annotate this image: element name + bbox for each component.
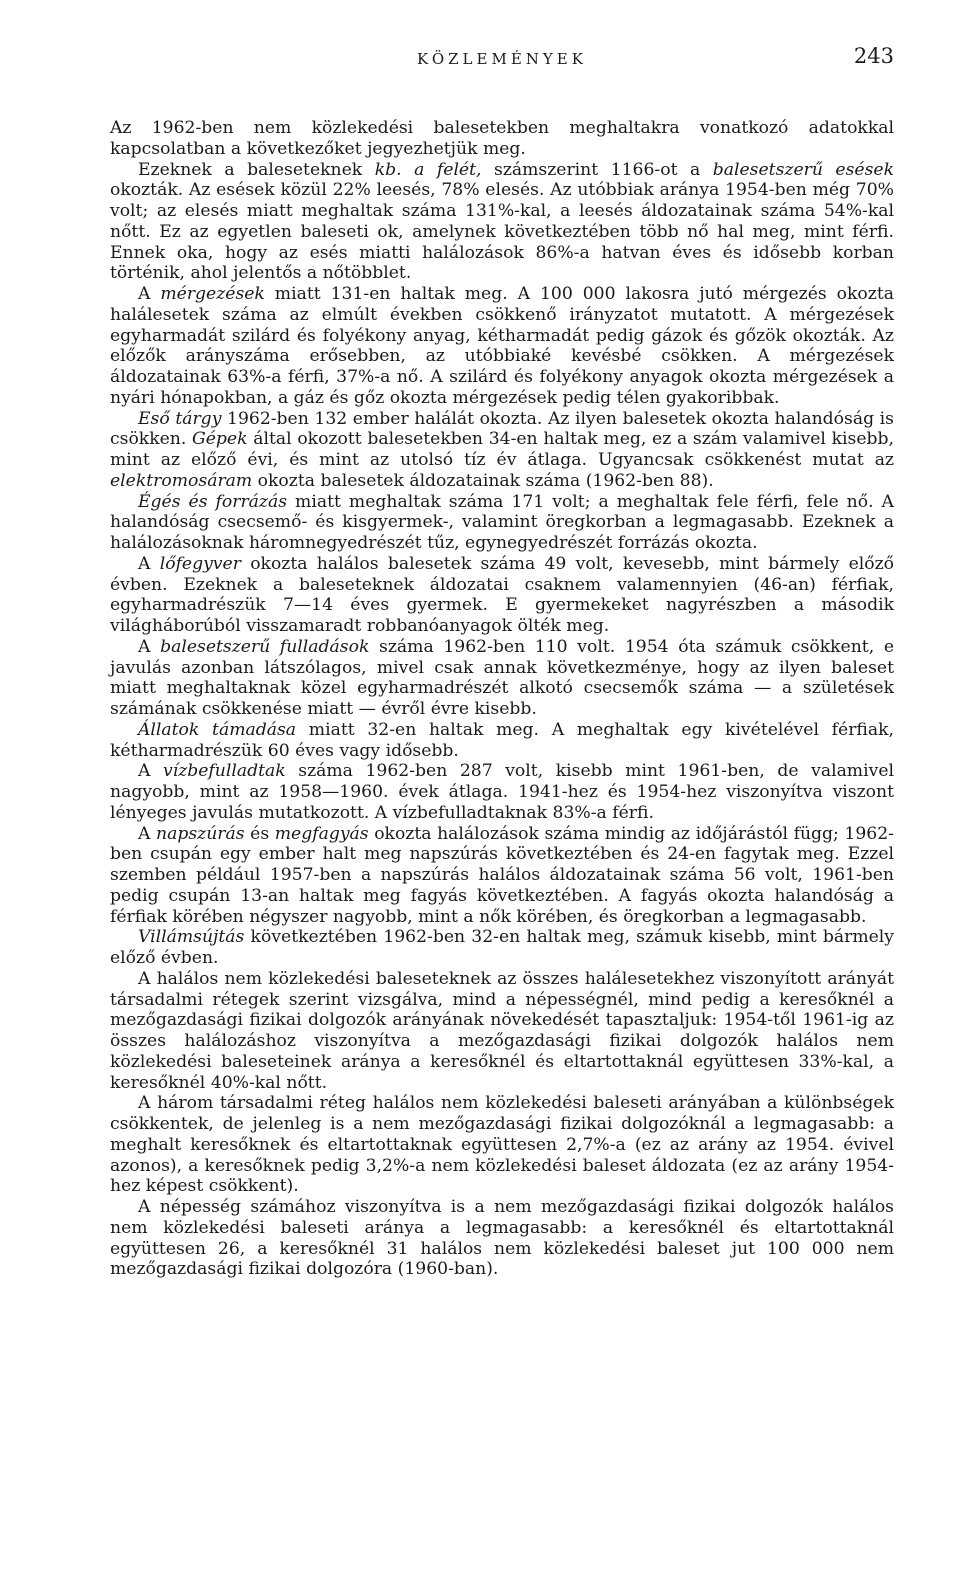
text-run: A <box>138 636 161 657</box>
italic-term: lőfegyver <box>159 553 241 574</box>
italic-term: vízbefulladtak <box>162 761 286 782</box>
text-run: és <box>244 823 275 844</box>
text-run: Ezeknek a baleseteknek <box>138 159 375 180</box>
paragraph-sunstroke-freezing <box>110 824 894 928</box>
paragraph-poisoning <box>110 284 894 409</box>
italic-term: Égés és forrázás <box>138 491 288 512</box>
running-head: KÖZLEMÉNYEK <box>417 50 587 68</box>
text-run: okozták. Az esések közül 22% leesés, 78% elesés. Az utóbbiak aránya 1954-ben még 70% volt; az elesés miatt meghaltak száma 131%-kal, a leesés áldozatainak száma 54%-kal nőtt. Ez az egyetlen baleseti ok, amelynek következtében több nő hal meg, mint férfi. Ennek oka, hogy az esés miatti halálozások 86%-a hatvan éves és idősebb korban történik, ahol jelentős a nőtöbblet. <box>110 180 894 284</box>
paragraph-falling-objects <box>110 409 894 492</box>
italic-term: balesetszerű esések <box>712 159 895 180</box>
article-body <box>110 118 894 1280</box>
text-run: A három társadalmi réteg halálos nem közlekedési baleseti arányában a különbségek csökkentek, de jelenleg is a nem mezőgazdasági fizikai dolgozóknál a legmagasabb: a meghalt keresőknek és eltartottaknak együttesen 2,7%-a (ez az arány az 1954. évivel azonos), a keresőknek pedig 3,2%-a nem közlekedési baleset áldozata (ez az arány 1954-hez képest csökkent). <box>110 1093 894 1197</box>
italic-term: megfagyás <box>274 823 369 844</box>
text-run: A <box>138 761 163 782</box>
text-run: 1962-ben 132 ember halálát okozta. Az ilyen balesetek okozta halandóság is csökken. <box>110 408 894 450</box>
text-run: A halálos nem közlekedési baleseteknek az összes halálesetekhez viszonyított arányát társadalmi rétegek szerint vizsgálva, mind a népességnél, mind pedig a keresőknél a mezőgazdasági fizikai dolgozók arányának növekedését tapasztaljuk: 1954-től 1961-ig az összes halálozáshoz viszonyítva a mezőgazdasági fizikai dolgozók halálos nem közlekedési baleseteinek aránya a keresőknél és eltartottaknál együttesen 33%-kal, a keresőknél 40%-kal nőtt. <box>110 968 894 1093</box>
italic-term: elektromosáram <box>110 470 253 491</box>
text-run: A <box>138 284 161 304</box>
italic-term: Villámsújtás <box>138 927 245 948</box>
text-run <box>402 160 415 180</box>
text-run: A <box>138 553 160 574</box>
paragraph-burns <box>110 492 894 554</box>
text-run: következtében 1962-ben 32-en haltak meg, számuk kisebb, mint bármely előző évben. <box>110 927 894 968</box>
italic-term: Gépek <box>192 429 248 450</box>
text-run: miatt 32-en haltak meg. A meghaltak egy kivételével férfiak, kétharmadrészük 60 éves vagy idősebb. <box>110 719 894 761</box>
paragraph-firearms <box>110 554 894 637</box>
text-run: okozta halálos balesetek száma 49 volt, kevesebb, mint bármely előző évben. Ezeknek a baleseteknek áldozatai csaknem valamennyien (46-an) férfiak, egyharmadrészük 7—14 éves gyermek. E gyermekeket nagyrészben a második világháborúból visszamaradt robbanóanyagok ölték meg. <box>110 553 894 636</box>
italic-term: napszúrás <box>156 823 245 844</box>
page-header <box>110 44 894 76</box>
italic-term: Állatok támadása <box>138 719 297 740</box>
paragraph-suffocation <box>110 637 894 720</box>
text-run: miatt 131-en haltak meg. A 100 000 lakosra jutó mérgezés okozta halálesetek száma az elmúlt években csökkenő irányzatot mutatott. A mérgezések egyharmadát szilárd és folyékony anyag, kétharmadát pedig gázok és gőzök okozták. Az előzők arányszáma erősebben, az utóbbiaké kevésbé csökken. A mérgezések áldozatainak 63%-a férfi, 37%-a nő. A szilárd és folyékony anyagok okozta mérgezések a nyári hónapokban, a gáz és gőz okozta mérgezések pedig télen gyakoribbak. <box>110 284 894 408</box>
page-number: 243 <box>853 44 894 68</box>
text-run: által okozott balesetekben 34-en haltak meg, ez a szám valamivel kisebb, mint az előző évi, és mint az utolsó tíz év átlaga. Ugyancsak csökkenést mutat az <box>110 429 894 470</box>
paragraph-differences <box>110 1093 894 1197</box>
text-run: számszerint 1166-ot a <box>481 159 713 180</box>
paragraph-animal-attacks <box>110 720 894 762</box>
text-run: Az 1962-ben nem közlekedési balesetekben meghaltakra vonatkozó adatokkal kapcsolatban a következőket jegyezhetjük meg. <box>110 118 894 159</box>
text-run: A <box>138 823 156 844</box>
text-run: A népesség számához viszonyítva is a nem mezőgazdasági fizikai dolgozók halálos nem közlekedési baleseti aránya a legmagasabb: a keresőknél és eltartottaknál együttesen 26, a keresőknél 31 halálos nem közlekedési baleset jut 100 000 nem mezőgazdasági fizikai dolgozóra (1960-ban). <box>110 1197 894 1280</box>
italic-term: Eső tárgy <box>138 408 222 429</box>
paragraph-drowning <box>110 761 894 823</box>
paragraph-falls <box>110 160 894 285</box>
paragraph-social-strata <box>110 969 894 1094</box>
text-run: száma 1962-ben 287 volt, kisebb mint 1961-ben, de valamivel nagyobb, mint az 1958—1960. évek átlaga. 1941-hez és 1954-hez viszonyítva viszont lényeges javulás mutatkozott. A vízbefulladtaknak 83%-a férfi. <box>110 761 894 823</box>
paragraph-population <box>110 1197 894 1280</box>
italic-term: balesetszerű fulladások <box>160 636 370 657</box>
text-run: száma 1962-ben 110 volt. 1954 óta számuk csökkent, e javulás azonban látszólagos, mivel csak annak következménye, hogy az ilyen baleset miatt meghaltaknak közel egyharmadrészét alkotó csecsemők száma — a születések számának csökkenése miatt — évről évre kisebb. <box>110 636 894 719</box>
italic-term: a felét, <box>414 159 482 180</box>
text-run: miatt meghaltak száma 171 volt; a meghaltak fele férfi, fele nő. A halandóság csecsemő- és kisgyermek-, valamint öregkorban a legmagasabb. Ezeknek a halálozásoknak háromnegyedrészét tűz, egynegyedrészét forrázás okozta. <box>110 491 894 553</box>
italic-term: mérgezések <box>160 284 265 304</box>
italic-term: kb. <box>374 159 402 180</box>
text-run: okozta halálozások száma mindig az időjárástól függ; 1962-ben csupán egy ember halt meg napszúrás következtében és 24-en fagytak meg. Ezzel szemben például 1957-ben a napszúrás halálos áldozatainak száma 56 volt, 1961-ben pedig csupán 13-an haltak meg fagyás következtében. A fagyás okozta halandóság a férfiak körében négyszer nagyobb, mint a nők körében, és öregkorban a legmagasabb. <box>110 823 894 927</box>
paragraph-intro <box>110 118 894 160</box>
paragraph-lightning <box>110 927 894 969</box>
text-run: okozta balesetek áldozatainak száma (1962-ben 88). <box>252 470 714 491</box>
